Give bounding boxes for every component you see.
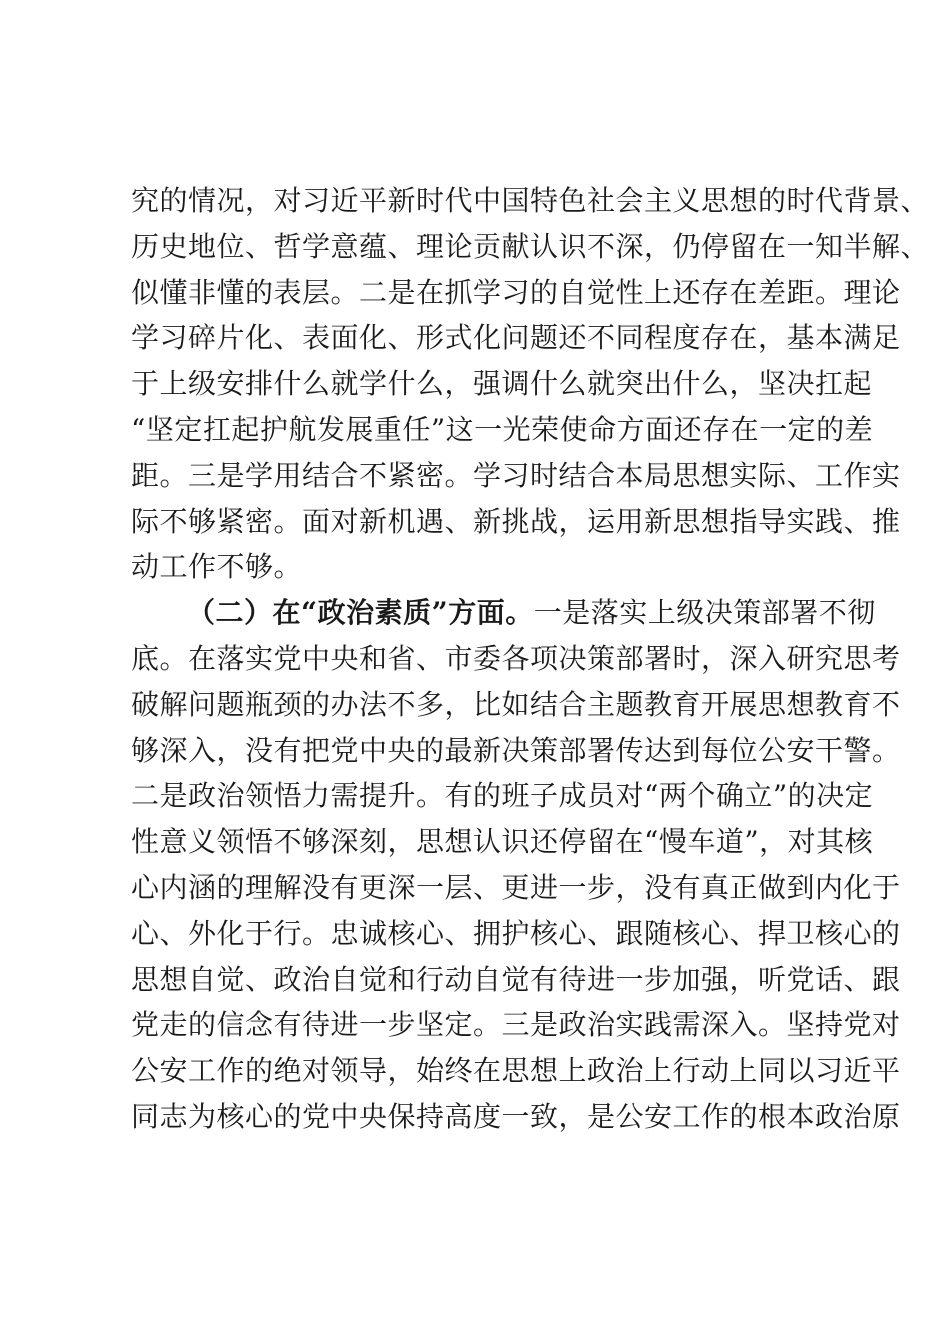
- text-line: 底。在落实党中央和省、市委各项决策部署时，深入研究思考: [131, 641, 901, 675]
- text-line: 际不够紧密。面对新机遇、新挑战，运用新思想指导实践、推: [131, 504, 901, 538]
- text-line: 历史地位、哲学意蕴、理论贡献认识不深，仍停留在一知半解、: [131, 229, 930, 263]
- text-line: 够深入，没有把党中央的最新决策部署传达到每位公安干警。: [131, 733, 901, 767]
- text-line: “坚定扛起护航发展重任”这一光荣使命方面还存在一定的差: [131, 412, 874, 446]
- text-line: 学习碎片化、表面化、形式化问题还不同程度存在，基本满足: [131, 321, 901, 355]
- text-line: 究的情况，对习近平新时代中国特色社会主义思想的时代背景、: [131, 184, 930, 217]
- text-line: 心内涵的理解没有更深一层、更进一步，没有真正做到内化于: [131, 870, 901, 904]
- text-line: 心、外化于行。忠诚核心、拥护核心、跟随核心、捍卫核心的: [131, 916, 901, 950]
- text-line: 似懂非懂的表层。二是在抓学习的自觉性上还存在差距。理论: [131, 275, 901, 309]
- text-line: 二是政治领悟力需提升。有的班子成员对“两个确立”的决定: [131, 779, 874, 813]
- text-line: 动工作不够。: [131, 550, 303, 584]
- text-line: 公安工作的绝对领导，始终在思想上政治上行动上同以习近平: [131, 1054, 901, 1088]
- text-line: 破解问题瓶颈的办法不多，比如结合主题教育开展思想教育不: [131, 687, 901, 721]
- document-body: [131, 178, 930, 1140]
- text-line: 同志为核心的党中央保持高度一致，是公安工作的根本政治原: [131, 1099, 901, 1133]
- text-line: 党走的信念有待进一步坚定。三是政治实践需深入。坚持党对: [131, 1008, 901, 1042]
- text-line: 思想自觉、政治自觉和行动自觉有待进一步加强，听党话、跟: [131, 962, 901, 996]
- text-line: 性意义领悟不够深刻，思想认识还停留在“慢车道”，对其核: [131, 825, 874, 859]
- section-2-heading: （二）在“政治素质”方面。: [187, 596, 534, 630]
- section-2-first-line-text: 一是落实上级决策部署不彻: [533, 596, 876, 630]
- text-line: 于上级安排什么就学什么，强调什么就突出什么，坚决扛起: [131, 367, 873, 401]
- text-line: 距。三是学用结合不紧密。学习时结合本局思想实际、工作实: [131, 458, 901, 492]
- section-2-first-line: [131, 590, 876, 636]
